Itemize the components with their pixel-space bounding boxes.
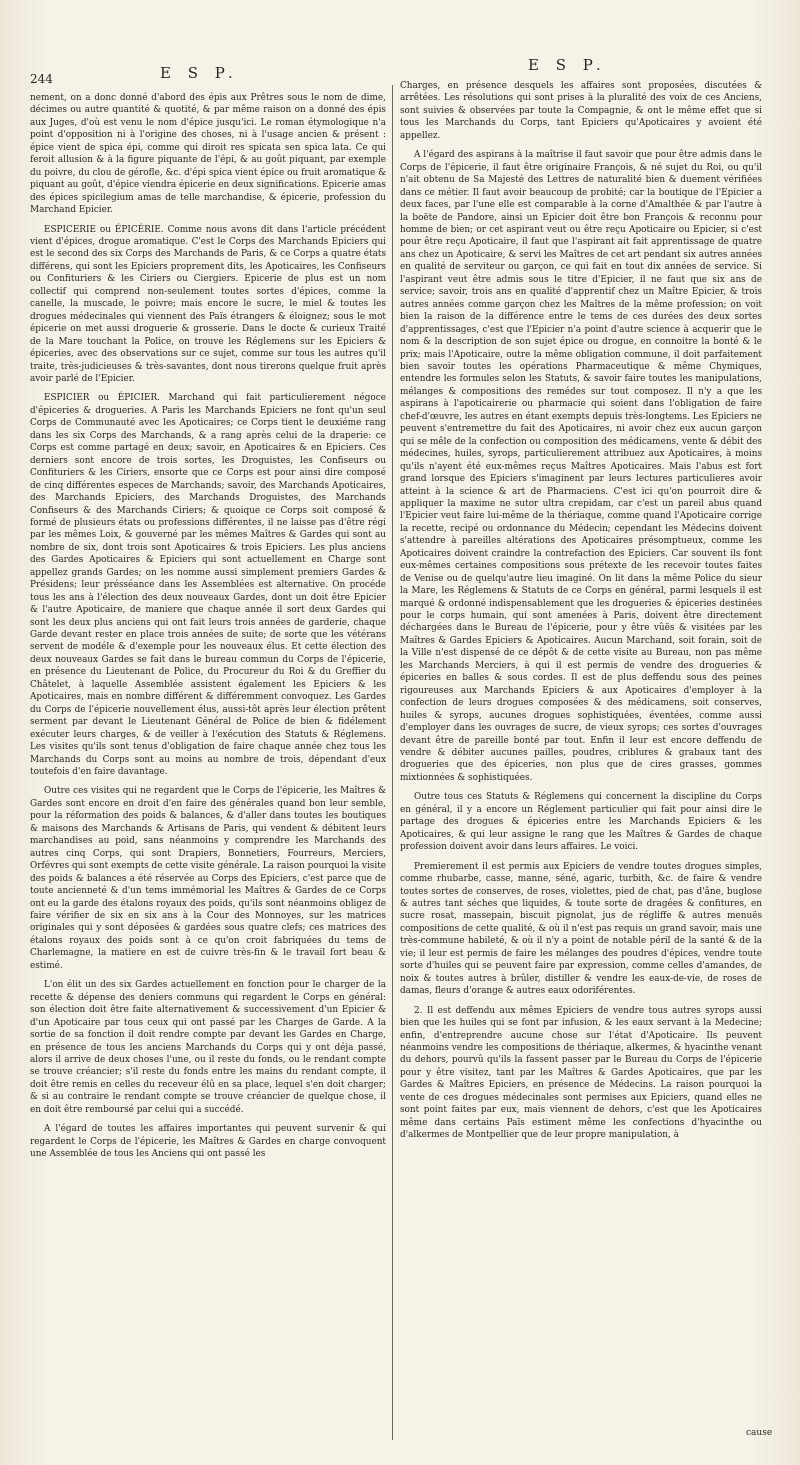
- catchword: cause: [746, 1428, 773, 1438]
- running-head-left: E S P.: [160, 64, 239, 82]
- paragraph: Outre ces visites qui ne regardent que le Corps de l'épicerie, les Maîtres & Gardes sont encore en droit d'en faire des générales quand bon leur semble, pour la réformation des poids & balances, & d'aller dans toutes les boutiques & maisons des Marchands & Artisans de Paris, qui vendent & débitent leurs marchandises au poid, sans néanmoins y comprendre les Marchands des autres cinq Corps, qui sont Drapiers, Bonnetiers, Fourreurs, Merciers, Orfévres qui sont exempts de cette visite générale. La raison pourquoi la visite des poids & balances a été réservée au Corps des Epiciers, c'est parce que de toute ancienneté & d'un tems immémorial les Maîtres & Gardes de ce Corps ont eu la garde des étalons royaux des poids, qu'ils sont néanmoins obligez de faire vérifier de six en six ans à la Cour des Monnoyes, sur les matrices originales qui y sont déposées & gardées sous quatre clefs; ces matrices des étalons royaux des poids sont à ce qu'on croit fabriquées du tems de Charlemagne, la matiere en est de cuivre très-fin & le travail fort beau & estimé.: [30, 786, 386, 971]
- paragraph: nement, on a donc donné d'abord des épis aux Prêtres sous le nom de dime, décimes ou autre quantité & quotité, & par même raison on a donné des épis aux Juges, d'où est venu le nom d'épice jusqu'ici. Le roman étymologique n'a point d'opposition ni à l'origine des choses, ni à l'usage ancien & présent : épice vient de spica épi, comme qui diroit res spicata sen spica lata. Ce qui feroit allusion & à la figure piquante de l'épi, & au goût piquant, par exemple du poivre, du clou de gérofle, &c. d'épi spica vient épice ou fruit aromatique & piquant au goût, d'épice viendra épicerie en deux significations. Epicerie amas des épices spicilegium amas de telle marchandise, & épicerie, profession du Marchand Epicier.: [30, 93, 386, 216]
- page-number: 244: [30, 72, 53, 86]
- paragraph: Outre tous ces Statuts & Réglemens qui concernent la discipline du Corps en général, il y a encore un Réglement particulier qui fait pour ainsi dire le partage des drogues & épiceries entre les Marchands Epiciers & les Apoticaires, & qui leur assigne le rang que les Maîtres & Gardes de chaque profession doivent avoir dans leurs affaires. Le voici.: [400, 792, 762, 853]
- running-head-right: E S P.: [528, 56, 607, 74]
- entry-espicier: ESPICIER ou ÉPICIER. Marchand qui fait particulierement négoce d'épiceries & drogueries. A Paris les Marchands Epiciers ne font qu'un seul Corps de Communauté avec les Apoticaires; ce Corps tient le deuxiéme rang dans les six Corps des Marchands, & a rang après celui de la draperie: ce Corps est comme partagé en deux; savoir, en Apoticaires & en Epiciers. Ces derniers sont encore de trois sortes, les Droguistes, les Confiseurs ou Confituriers & les Ciriers, ensorte que ce Corps est pour ainsi dire composé de cinq différentes especes de Marchands; savoir, des Marchands Apoticaires, des Marchands Epiciers, des Marchands Droguistes, des Marchands Confiseurs & des Marchands Ciriers; & quoique ce Corps soit composé & formé de plusieurs états ou professions différentes, il ne laisse pas d'être régi par les mêmes Loix, & gouverné par les mêmes Maîtres & Gardes qui sont au nombre de six, dont trois sont Apoticaires & trois Epiciers. Les plus anciens des Gardes Apoticaires & Epiciers qui sont actuellement en Charge sont appellez grands Gardes; on les nomme aussi simplement premiers Gardes & Présidens; leur présséance dans les Assemblées est alternative. On procéde tous les ans à l'élection des deux nouveaux Gardes, dont un doit être Epicier & l'autre Apoticaire, de maniere que chaque année il sort deux Gardes qui sont les deux plus anciens qui ont fait leurs trois années de garderie, chaque Garde devant rester en place trois années de suite; de sorte que les vétérans servent de modéle & d'exemple pour les nouveaux élus. Et cette élection des deux nouveaux Gardes se fait dans le bureau commun du Corps de l'épicerie, en présence du Lieutenant de Police, du Procureur du Roi & du Greffier du Châtelet, à laquelle Assemblée assistent également les Epiciers & les Apoticaires, mais en nombre différent & différemment convoquez. Les Gardes du Corps de l'épicerie nouvellement élus, aussi-tôt après leur élection prêtent serment par devant le Lieutenant Général de Police de bien & fidélement exécuter leurs charges, & de veiller à l'exécution des Statuts & Réglemens. Les visites qu'ils sont tenus d'obligation de faire chaque année chez tous les Marchands du Corps sont au moins au nombre de trois, dépendant d'eux toutefois d'en faire davantage.: [30, 393, 386, 778]
- paragraph: Premierement il est permis aux Epiciers de vendre toutes drogues simples, comme rhubarbe, casse, manne, séné, agaric, turbith, &c. de faire & vendre toutes sortes de conserves, de roses, violettes, pied de chat, pas d'âne, buglose & autres tant séches que liquides, & toute sorte de dragées & confitures, en sucre rosat, massepain, biscuit pignolat, jus de régliffe & autres menuës compositions de cette qualité, & où il n'est pas requis un grand savoir, mais une très-commune habileté, & où il n'y a point de notable péril de la santé & de la vie; il leur est permis de faire les mélanges des poudres d'épices, vendre toute sorte d'huiles qui se peuvent faire par expression, comme celles d'amandes, de noix & toutes autres à brûler, distiller & vendre les eaux-de-vie, de roses de damas, fleurs d'orange & autres eaux odoriférentes.: [400, 861, 762, 997]
- paragraph: 2. Il est deffendu aux mêmes Epiciers de vendre tous autres syrops aussi bien que les huiles qui se font par infusion, & les eaux servant à la Medecine; enfin, d'entreprendre aucune chose sur l'état d'Apoticaire. Ils peuvent néanmoins vendre les compositions de thériaque, alkermes, & hyacinthe venant du dehors, pourvû qu'ils la fassent passer par le Bureau du Corps de l'épicerie pour y être visitez, tant par les Maîtres & Gardes Apoticaires, que par les Gardes & Maîtres Epiciers, en présence de Médecins. La raison pourquoi la vente de ces drogues médecinales sont permises aux Epiciers, quand elles ne sont point faites par eux, mais viennent de dehors, c'est que les Apoticaires même dans certains Païs estiment même les confections d'hyacinthe ou d'alkermes de Montpellier que de leur propre manipulation, à: [400, 1005, 762, 1141]
- left-column: [30, 92, 386, 1168]
- entry-espicerie: ESPICERIE ou ÉPICÉRIE. Comme nous avons dit dans l'article précédent vient d'épices, drogue aromatique. C'est le Corps des Marchands Epiciers qui est le second des six Corps des Marchands de Paris, & ce Corps a quatre états différens, qui sont les Epiciers proprement dits, les Apoticaires, les Confiseurs ou Confituriers & les Ciriers ou Ciergiers. Epicerie de plus est un nom collectif qui comprend non-seulement toutes sortes d'épices, comme la canelle, la muscade, le poivre; mais encore le sucre, le miel & toutes les drogues médecinales qui viennent des Païs étrangers & éloignez; sous le mot épicerie on met aussi droguerie & grosserie. Dans le docte & curieux Traité de la Mare touchant la Police, on trouve les Réglemens sur les Epiciers & épiceries, avec des observations sur ce sujet, comme sur tous les autres qu'il traite, très-judicieuses & très-savantes, dont nous tirerons quelque fruit après avoir parlé de l'Epicier.: [30, 224, 386, 384]
- paragraph: Charges, en présence desquels les affaires sont proposées, discutées & arrêtées. Les résolutions qui sont prises à la pluralité des voix de ces Anciens, sont suivies & observées par toute la Compagnie, & ont le même effet que si tous les Marchands du Corps, tant Epiciers qu'Apoticaires y avoient été appellez.: [400, 81, 762, 141]
- column-divider: [392, 85, 393, 1440]
- paragraph: A l'égard des aspirans à la maîtrise il faut savoir que pour être admis dans le Corps de l'épicerie, il faut être originaire François, & né sujet du Roi, ou qu'il n'ait obtenu de Sa Majesté des Lettres de naturalité bien & duement vérifiées dans ce métier. Il faut avoir beaucoup de probité; car la boutique de l'Epicier a deux faces, par l'une elle est comparable à la corne d'Amalthée & par l'autre à la boëte de Pandore, ainsi un Epicier doit être bon François & reconnu pour homme de bien; or cet aspirant veut ou être reçu Apoticaire ou Epicier, si c'est pour être reçu Apoticaire, il faut que l'aspirant ait fait apprentissage de quatre ans chez un Apoticaire, & servi les Maîtres de cet art pendant six autres années en qualité de serviteur ou garçon, ce qui fait en tout dix années de service. Si l'aspirant veut être admis sous le titre d'Epicier, il ne faut que six ans de service; savoir, trois ans en qualité d'apprentif chez un Maître Epicier, & trois autres années comme garçon chez les Maîtres de la même profession; on voit bien la raison de la différence entre le tems de ces durées des deux sortes d'apprentissages, c'est que l'Epicier n'a point d'autre science à acquerir que le nom & la description de son sujet épice ou drogue, en connoitre la bonté & le prix; mais l'Apoticaire, outre la même obligation commune, il doit parfaitement bien savoir toutes les opérations Pharmaceutique & même Chymiques, entendre les formules selon les Statuts, & savoir faire toutes les manipulations, mélanges & compositions des remédes sur tout composez. Il n'y a que les aspirans à l'apoticairerie ou pharmacie qui soient dans l'obligation de faire chef-d'œuvre, les autres en étant exempts depuis très-longtems. Les Epiciers ne peuvent s'entremettre du fait des Apoticaires, ni avoir chez eux aucun garçon qui se mêle de la confection ou composition des médicamens, vente & débit des médecines, huiles, syrops, particulierement attribuez aux Apoticaires, à moins qu'ils n'ayent été eux-mêmes reçus Maîtres Apoticaires. Mais l'abus est fort grand lorsque des Epiciers s'imaginent par leurs lectures particulieres avoir atteint à la science & art de Pharmaciens. C'est ici qu'on pourroit dire & appliquer la maxime ne sutor ultra crepidam, car c'est un pareil abus quand l'Epicier veut faire lui-même de la thériaque, comme quand l'Apoticaire corrige la recette, recipé ou ordonnance du Médecin; cependant les Médecins doivent s'attendre à pareilles altérations des Apoticaires présomptueux, comme les Apoticaires doivent craindre la contrefaction des Epiciers. Car souvent ils font eux-mêmes certaines compositions sous prétexte de les recevoir toutes faites de Venise ou de quelqu'autre lieu imaginé. On lit dans la même Police du sieur la Mare, les Réglemens & Statuts de ce Corps en général, parmi lesquels il est marqué & ordonné indispensablement que les drogueries & épiceries destinées pour le corps humain, qui sont amenées à Paris, doivent être directement déchargées dans le Bureau de l'épicerie, pour y être vûës & visitées par les Maîtres & Gardes Epiciers & Apoticaires. Aucun Marchand, soit forain, soit de la Ville n'est dispensé de ce dépôt & de cette visite au Bureau, non pas même les Marchands Merciers, à qui il est permis de vendre des drogueries & épiceries en balles & sous cordes. Il est de plus deffendu sous des peines rigoureuses aux Marchands Epiciers & aux Apoticaires d'employer à la confection de leurs drogues composées & des médicamens, soit conserves, huiles & syrops, aucunes drogues sophistiquées, éventées, comme aussi d'employer dans les ouvrages de sucre, de vieux syrops; ces sortes d'ouvrages devant être de pareille bonté par tout. Enfin il leur est encore deffendu de vendre & débiter aucunes pailles, poudres, criblures & grabaux tant des drogueries que des épiceries, non plus que de cires grasses, gommes mixtionnées & sophistiquées.: [400, 150, 762, 783]
- paragraph: A l'égard de toutes les affaires importantes qui peuvent survenir & qui regardent le Corps de l'épicerie, les Maîtres & Gardes en charge convoquent une Assemblée de tous les Anciens qui ont passé les: [30, 1124, 386, 1160]
- right-column: [400, 80, 762, 1149]
- paragraph: L'on élit un des six Gardes actuellement en fonction pour le charger de la recette & dépense des deniers communs qui regardent le Corps en général: son élection doit être faite alternativement & successivement d'un Epicier & d'un Apoticaire par tous ceux qui ont passé par les Charges de Garde. A la sortie de sa fonction il doit rendre compte par devant les Gardes en Charge, en présence de tous les anciens Marchands du Corps qui y ont déja passé, alors il arrive de deux choses l'une, ou il reste du fonds, ou le rendant compte se trouve créancier; s'il reste du fonds entre les mains du rendant compte, il doit être remis en celles du receveur élû en sa place, lequel s'en doit charger; & si au contraire le rendant compte se trouve créancier de quelque chose, il en doit être remboursé par celui qui a succédé.: [30, 980, 386, 1115]
